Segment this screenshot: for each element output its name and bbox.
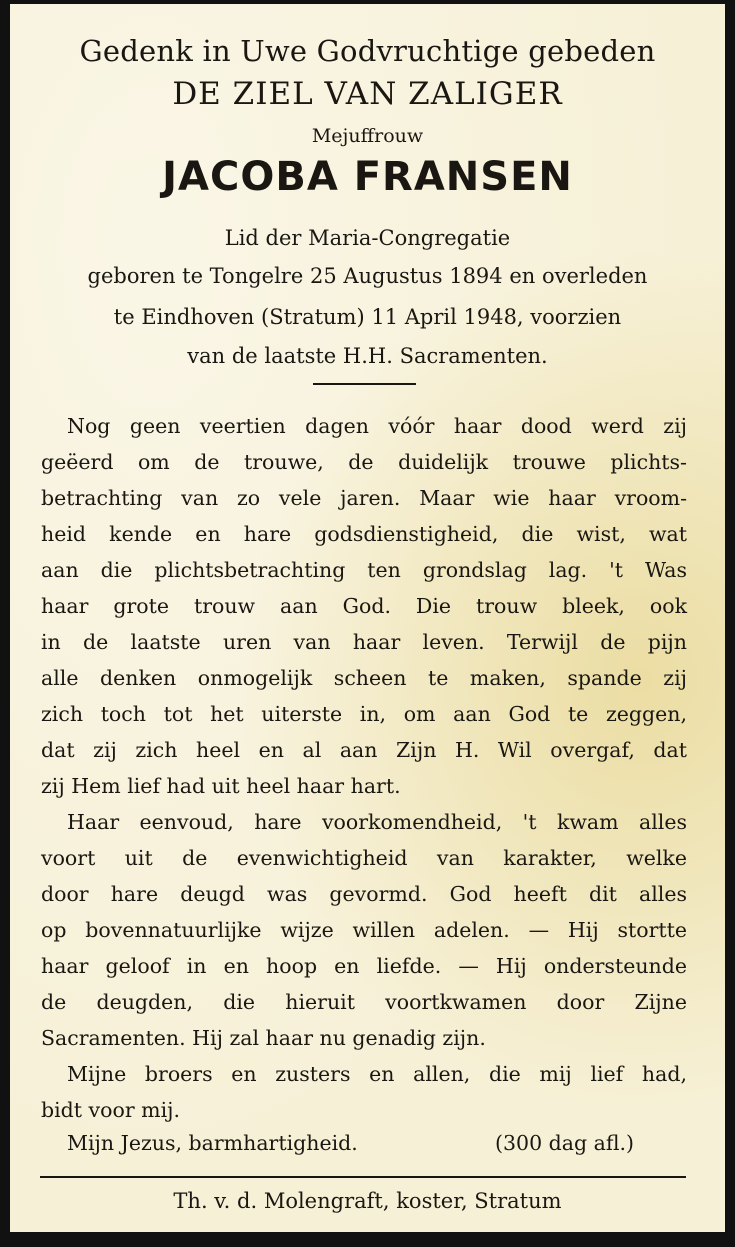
body-line: Sacramenten. Hij zal haar nu genadig zijn. <box>41 1026 486 1050</box>
membership-line: Lid der Maria-Congregatie <box>224 226 511 250</box>
birth-death-line-2: te Eindhoven (Stratum) 11 April 1948, voorzien <box>113 305 622 329</box>
body-line: zich toch tot het uiterste in, om aan God te zeggen, <box>41 702 687 726</box>
body-line: Mijne broers en zusters en allen, die mij lief had, <box>67 1062 687 1086</box>
body-line: haar geloof in en hoop en liefde. — Hij ondersteunde <box>41 954 687 978</box>
body-line: Nog geen veertien dagen vóór haar dood werd zij <box>67 414 687 438</box>
invocation-line: Gedenk in Uwe Godvruchtige gebeden <box>79 34 656 68</box>
body-line: geëerd om de trouwe, de duidelijk trouwe plichts- <box>41 450 687 474</box>
body-line: bidt voor mij. <box>41 1098 181 1122</box>
memorial-card <box>10 4 725 1232</box>
body-line: aan die plichtsbetrachting ten grondslag lag. 't Was <box>41 558 687 582</box>
body-line: Haar eenvoud, hare voorkomendheid, 't kwam alles <box>67 810 687 834</box>
body-line: betrachting van zo vele jaren. Maar wie haar vroom- <box>41 486 687 510</box>
body-line: zij Hem lief had uit heel haar hart. <box>41 774 401 798</box>
body-line: de deugden, die hieruit voortkwamen door Zijne <box>41 990 687 1014</box>
body-line: haar grote trouw aan God. Die trouw bleek, ook <box>41 594 687 618</box>
indulgence-note: (300 dag afl.) <box>495 1131 635 1155</box>
title-prefix: Mejuffrouw <box>311 125 424 147</box>
body-line: alle denken onmogelijk scheen te maken, spande zij <box>41 666 687 690</box>
body-line: door hare deugd was gevormd. God heeft dit alles <box>41 882 687 906</box>
body-line: heid kende en hare godsdienstigheid, die wist, wat <box>41 522 687 546</box>
soul-line: DE ZIEL VAN ZALIGER <box>172 76 563 112</box>
footer-divider <box>40 1176 686 1178</box>
body-line: voort uit de evenwichtigheid van karakter, welke <box>41 846 687 870</box>
birth-death-line-1: geboren te Tongelre 25 Augustus 1894 en overleden <box>87 264 648 288</box>
body-line: dat zij zich heel en al aan Zijn H. Wil overgaf, dat <box>41 738 687 762</box>
ejaculation-prayer: Mijn Jezus, barmhartigheid. <box>67 1131 358 1155</box>
deceased-name: JACOBA FRANSEN <box>162 154 573 200</box>
body-line: in de laatste uren van haar leven. Terwijl de pijn <box>41 630 687 654</box>
birth-death-line-3: van de laatste H.H. Sacramenten. <box>187 344 548 368</box>
body-line: op bovennatuurlijke wijze willen adelen. — Hij stortte <box>41 918 687 942</box>
printer-credit: Th. v. d. Molengraft, koster, Stratum <box>173 1189 562 1213</box>
short-divider <box>313 383 416 385</box>
